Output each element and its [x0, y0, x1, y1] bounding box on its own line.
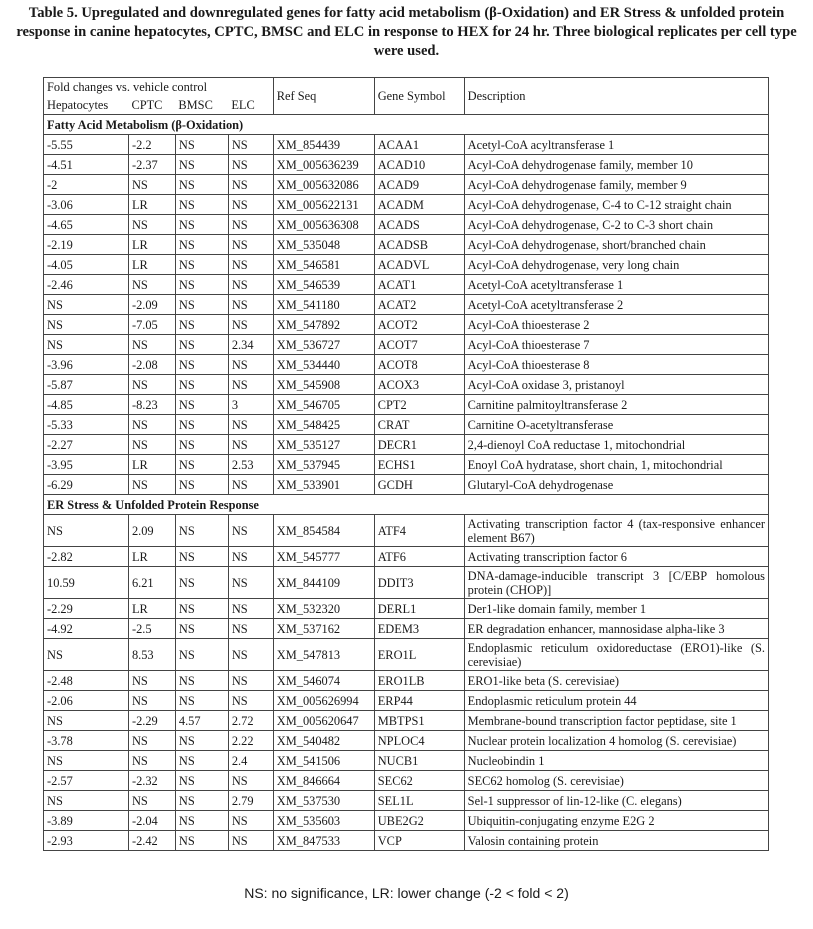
elc-header: ELC — [228, 96, 273, 115]
cptc-value: NS — [128, 375, 175, 395]
bmsc-value: NS — [175, 375, 228, 395]
refseq-value: XM_532320 — [273, 599, 374, 619]
hepatocytes-value: -2.57 — [44, 771, 129, 791]
refseq-value: XM_540482 — [273, 731, 374, 751]
cptc-value: -2.42 — [128, 831, 175, 851]
cptc-value: 6.21 — [128, 567, 175, 599]
gene-symbol: ERO1L — [374, 639, 464, 671]
cptc-value: -2.08 — [128, 355, 175, 375]
elc-value: 2.53 — [228, 455, 273, 475]
cptc-value: NS — [128, 435, 175, 455]
table-row — [44, 619, 769, 639]
table-row — [44, 155, 769, 175]
section-title: Fatty Acid Metabolism (β-Oxidation) — [44, 115, 769, 135]
table-row — [44, 831, 769, 851]
gene-description: Endoplasmic reticulum protein 44 — [464, 691, 768, 711]
cptc-value: NS — [128, 751, 175, 771]
elc-value: NS — [228, 619, 273, 639]
bmsc-value: 4.57 — [175, 711, 228, 731]
hepatocytes-value: NS — [44, 515, 129, 547]
refseq-value: XM_854584 — [273, 515, 374, 547]
table-row — [44, 395, 769, 415]
gene-symbol: CPT2 — [374, 395, 464, 415]
table-row — [44, 475, 769, 495]
gene-description: Activating transcription factor 4 (tax-responsive enhancer element B67) — [464, 515, 768, 547]
bmsc-value: NS — [175, 771, 228, 791]
refseq-value: XM_545777 — [273, 547, 374, 567]
gene-description: Carnitine O-acetyltransferase — [464, 415, 768, 435]
elc-value: NS — [228, 215, 273, 235]
gene-description: ER degradation enhancer, mannosidase alpha-like 3 — [464, 619, 768, 639]
cptc-value: LR — [128, 547, 175, 567]
gene-description: Sel-1 suppressor of lin-12-like (C. elegans) — [464, 791, 768, 811]
cptc-value: -2.32 — [128, 771, 175, 791]
refseq-value: XM_854439 — [273, 135, 374, 155]
bmsc-value: NS — [175, 691, 228, 711]
cptc-header: CPTC — [128, 96, 175, 115]
refseq-value: XM_847533 — [273, 831, 374, 851]
gene-symbol: GCDH — [374, 475, 464, 495]
elc-value: NS — [228, 811, 273, 831]
cptc-value: LR — [128, 235, 175, 255]
gene-description: Nucleobindin 1 — [464, 751, 768, 771]
cptc-value: -2.37 — [128, 155, 175, 175]
cptc-value: NS — [128, 691, 175, 711]
elc-value: NS — [228, 567, 273, 599]
gene-description: Acyl-CoA dehydrogenase, C-2 to C-3 short chain — [464, 215, 768, 235]
gene-description: Carnitine palmitoyltransferase 2 — [464, 395, 768, 415]
table-row — [44, 731, 769, 751]
hepatocytes-value: -3.95 — [44, 455, 129, 475]
table-row — [44, 639, 769, 671]
bmsc-value: NS — [175, 255, 228, 275]
bmsc-value: NS — [175, 811, 228, 831]
hepatocytes-value: -2.27 — [44, 435, 129, 455]
gene-table — [43, 77, 769, 851]
refseq-value: XM_844109 — [273, 567, 374, 599]
bmsc-value: NS — [175, 295, 228, 315]
elc-value: NS — [228, 175, 273, 195]
gene-symbol: ACOT2 — [374, 315, 464, 335]
bmsc-value: NS — [175, 135, 228, 155]
gene-description: Acyl-CoA thioesterase 7 — [464, 335, 768, 355]
gene-symbol: MBTPS1 — [374, 711, 464, 731]
table-row — [44, 771, 769, 791]
bmsc-value: NS — [175, 515, 228, 547]
elc-value: NS — [228, 639, 273, 671]
table-row — [44, 315, 769, 335]
table-row — [44, 175, 769, 195]
bmsc-value: NS — [175, 175, 228, 195]
bmsc-value: NS — [175, 619, 228, 639]
cptc-value: 8.53 — [128, 639, 175, 671]
section-header-row — [44, 495, 769, 515]
table-row — [44, 415, 769, 435]
bmsc-value: NS — [175, 315, 228, 335]
hepatocytes-header: Hepatocytes — [44, 96, 129, 115]
hepatocytes-value: -5.87 — [44, 375, 129, 395]
bmsc-value: NS — [175, 335, 228, 355]
elc-value: NS — [228, 415, 273, 435]
bmsc-value: NS — [175, 415, 228, 435]
refseq-value: XM_846664 — [273, 771, 374, 791]
elc-value: NS — [228, 195, 273, 215]
description-header: Description — [464, 78, 768, 115]
table-row — [44, 195, 769, 215]
elc-value: NS — [228, 435, 273, 455]
gene-description: Acyl-CoA dehydrogenase, very long chain — [464, 255, 768, 275]
refseq-value: XM_005626994 — [273, 691, 374, 711]
table-row — [44, 547, 769, 567]
bmsc-value: NS — [175, 791, 228, 811]
refseq-value: XM_005622131 — [273, 195, 374, 215]
refseq-value: XM_548425 — [273, 415, 374, 435]
hepatocytes-value: -4.51 — [44, 155, 129, 175]
elc-value: NS — [228, 831, 273, 851]
cptc-value: -2.29 — [128, 711, 175, 731]
gene-description: Nuclear protein localization 4 homolog (S. cerevisiae) — [464, 731, 768, 751]
gene-symbol: ACOT8 — [374, 355, 464, 375]
elc-value: NS — [228, 671, 273, 691]
gene-description: Glutaryl-CoA dehydrogenase — [464, 475, 768, 495]
gene-symbol: ACAT1 — [374, 275, 464, 295]
gene-symbol: ACAD10 — [374, 155, 464, 175]
bmsc-value: NS — [175, 599, 228, 619]
refseq-value: XM_545908 — [273, 375, 374, 395]
hepatocytes-value: 10.59 — [44, 567, 129, 599]
refseq-value: XM_546705 — [273, 395, 374, 415]
gene-symbol: ATF4 — [374, 515, 464, 547]
elc-value: NS — [228, 155, 273, 175]
elc-value: NS — [228, 547, 273, 567]
elc-value: NS — [228, 295, 273, 315]
elc-value: NS — [228, 255, 273, 275]
elc-value: NS — [228, 475, 273, 495]
gene-symbol: UBE2G2 — [374, 811, 464, 831]
elc-value: 2.4 — [228, 751, 273, 771]
gene-description: Valosin containing protein — [464, 831, 768, 851]
gene-description: 2,4-dienoyl CoA reductase 1, mitochondrial — [464, 435, 768, 455]
refseq-value: XM_547892 — [273, 315, 374, 335]
gene-description: DNA-damage-inducible transcript 3 [C/EBP homolous protein (CHOP)] — [464, 567, 768, 599]
hepatocytes-value: NS — [44, 711, 129, 731]
gene-symbol: NPLOC4 — [374, 731, 464, 751]
bmsc-value: NS — [175, 475, 228, 495]
hepatocytes-value: NS — [44, 791, 129, 811]
cptc-value: -7.05 — [128, 315, 175, 335]
table-row — [44, 567, 769, 599]
table-row — [44, 335, 769, 355]
gene-symbol: ACOX3 — [374, 375, 464, 395]
gene-symbol: ACOT7 — [374, 335, 464, 355]
elc-value: 2.22 — [228, 731, 273, 751]
bmsc-value: NS — [175, 355, 228, 375]
table-row — [44, 215, 769, 235]
hepatocytes-value: -4.05 — [44, 255, 129, 275]
gene-symbol: ACAT2 — [374, 295, 464, 315]
gene-description: Ubiquitin-conjugating enzyme E2G 2 — [464, 811, 768, 831]
cptc-value: NS — [128, 175, 175, 195]
bmsc-value: NS — [175, 455, 228, 475]
refseq-value: XM_535048 — [273, 235, 374, 255]
gene-symbol: SEC62 — [374, 771, 464, 791]
section-title: ER Stress & Unfolded Protein Response — [44, 495, 769, 515]
gene-symbol: SEL1L — [374, 791, 464, 811]
table-row — [44, 295, 769, 315]
gene-symbol: ACAA1 — [374, 135, 464, 155]
bmsc-value: NS — [175, 195, 228, 215]
cptc-value: NS — [128, 415, 175, 435]
gene-description: Acyl-CoA dehydrogenase family, member 10 — [464, 155, 768, 175]
gene-symbol: DECR1 — [374, 435, 464, 455]
hepatocytes-value: -5.55 — [44, 135, 129, 155]
elc-value: 2.72 — [228, 711, 273, 731]
table-row — [44, 791, 769, 811]
hepatocytes-value: -3.89 — [44, 811, 129, 831]
hepatocytes-value: NS — [44, 315, 129, 335]
bmsc-value: NS — [175, 831, 228, 851]
hepatocytes-value: -5.33 — [44, 415, 129, 435]
refseq-value: XM_005636308 — [273, 215, 374, 235]
elc-value: NS — [228, 235, 273, 255]
cptc-value: -2.5 — [128, 619, 175, 639]
bmsc-value: NS — [175, 567, 228, 599]
refseq-header: Ref Seq — [273, 78, 374, 115]
table-row — [44, 691, 769, 711]
section-header-row — [44, 115, 769, 135]
table-row — [44, 671, 769, 691]
gene-symbol: CRAT — [374, 415, 464, 435]
bmsc-value: NS — [175, 215, 228, 235]
gene-symbol: VCP — [374, 831, 464, 851]
cptc-value: LR — [128, 255, 175, 275]
gene-description: Activating transcription factor 6 — [464, 547, 768, 567]
hepatocytes-value: -3.96 — [44, 355, 129, 375]
gene-symbol-header: Gene Symbol — [374, 78, 464, 115]
cptc-value: NS — [128, 731, 175, 751]
gene-symbol: ECHS1 — [374, 455, 464, 475]
elc-value: 3 — [228, 395, 273, 415]
cptc-value: -2.2 — [128, 135, 175, 155]
bmsc-value: NS — [175, 275, 228, 295]
gene-description: Enoyl CoA hydratase, short chain, 1, mitochondrial — [464, 455, 768, 475]
hepatocytes-value: NS — [44, 751, 129, 771]
table-row — [44, 711, 769, 731]
gene-symbol: DDIT3 — [374, 567, 464, 599]
elc-value: NS — [228, 375, 273, 395]
gene-description: Acyl-CoA oxidase 3, pristanoyl — [464, 375, 768, 395]
hepatocytes-value: -6.29 — [44, 475, 129, 495]
gene-description: Membrane-bound transcription factor peptidase, site 1 — [464, 711, 768, 731]
table-caption: Table 5. Upregulated and downregulated genes for fatty acid metabolism (β-Oxidation) and ER Stress & unfolded protein response in canine hepatocytes, CPTC, BMSC and ELC in response to HEX for 24 hr. Three biological replicates per cell type were used. — [16, 5, 797, 59]
refseq-value: XM_537945 — [273, 455, 374, 475]
refseq-value: XM_536727 — [273, 335, 374, 355]
cptc-value: NS — [128, 475, 175, 495]
gene-description: Acyl-CoA dehydrogenase, short/branched chain — [464, 235, 768, 255]
gene-symbol: ACADVL — [374, 255, 464, 275]
elc-value: 2.79 — [228, 791, 273, 811]
bmsc-value: NS — [175, 751, 228, 771]
elc-value: NS — [228, 275, 273, 295]
cptc-value: LR — [128, 455, 175, 475]
refseq-value: XM_535603 — [273, 811, 374, 831]
gene-description: Acyl-CoA thioesterase 2 — [464, 315, 768, 335]
gene-description: Acetyl-CoA acyltransferase 1 — [464, 135, 768, 155]
bmsc-value: NS — [175, 395, 228, 415]
cptc-value: NS — [128, 791, 175, 811]
cptc-value: -8.23 — [128, 395, 175, 415]
gene-symbol: ERO1LB — [374, 671, 464, 691]
cptc-value: NS — [128, 275, 175, 295]
gene-symbol: DERL1 — [374, 599, 464, 619]
gene-description: ERO1-like beta (S. cerevisiae) — [464, 671, 768, 691]
hepatocytes-value: -2.48 — [44, 671, 129, 691]
refseq-value: XM_541180 — [273, 295, 374, 315]
cptc-value: LR — [128, 195, 175, 215]
bmsc-value: NS — [175, 235, 228, 255]
elc-value: NS — [228, 135, 273, 155]
hepatocytes-value: -2.82 — [44, 547, 129, 567]
cptc-value: 2.09 — [128, 515, 175, 547]
cptc-value: NS — [128, 671, 175, 691]
fold-change-group-header: Fold changes vs. vehicle control — [44, 78, 274, 97]
elc-value: NS — [228, 771, 273, 791]
gene-symbol: EDEM3 — [374, 619, 464, 639]
table-row — [44, 811, 769, 831]
hepatocytes-value: NS — [44, 639, 129, 671]
refseq-value: XM_005620647 — [273, 711, 374, 731]
hepatocytes-value: -2 — [44, 175, 129, 195]
gene-description: Endoplasmic reticulum oxidoreductase (ERO1)-like (S. cerevisiae) — [464, 639, 768, 671]
refseq-value: XM_546581 — [273, 255, 374, 275]
gene-symbol: ACADS — [374, 215, 464, 235]
hepatocytes-value: -2.29 — [44, 599, 129, 619]
elc-value: NS — [228, 355, 273, 375]
table-row — [44, 275, 769, 295]
elc-value: NS — [228, 599, 273, 619]
hepatocytes-value: -2.06 — [44, 691, 129, 711]
table-row — [44, 235, 769, 255]
hepatocytes-value: -3.06 — [44, 195, 129, 215]
footnote: NS: no significance, LR: lower change (-2 < fold < 2) — [244, 885, 569, 901]
gene-description: Der1-like domain family, member 1 — [464, 599, 768, 619]
bmsc-value: NS — [175, 731, 228, 751]
refseq-value: XM_005636239 — [273, 155, 374, 175]
cptc-value: NS — [128, 215, 175, 235]
gene-symbol: ACADM — [374, 195, 464, 215]
gene-description: Acyl-CoA dehydrogenase family, member 9 — [464, 175, 768, 195]
cptc-value: -2.09 — [128, 295, 175, 315]
table-row — [44, 435, 769, 455]
refseq-value: XM_541506 — [273, 751, 374, 771]
table-row — [44, 599, 769, 619]
gene-symbol: ATF6 — [374, 547, 464, 567]
elc-value: NS — [228, 315, 273, 335]
bmsc-value: NS — [175, 435, 228, 455]
table-row — [44, 751, 769, 771]
refseq-value: XM_535127 — [273, 435, 374, 455]
bmsc-value: NS — [175, 671, 228, 691]
elc-value: NS — [228, 515, 273, 547]
table-row — [44, 455, 769, 475]
hepatocytes-value: NS — [44, 335, 129, 355]
refseq-value: XM_533901 — [273, 475, 374, 495]
refseq-value: XM_537530 — [273, 791, 374, 811]
hepatocytes-value: -2.19 — [44, 235, 129, 255]
elc-value: 2.34 — [228, 335, 273, 355]
cptc-value: -2.04 — [128, 811, 175, 831]
cptc-value: LR — [128, 599, 175, 619]
hepatocytes-value: -4.85 — [44, 395, 129, 415]
gene-description: Acyl-CoA dehydrogenase, C-4 to C-12 straight chain — [464, 195, 768, 215]
table-row — [44, 355, 769, 375]
table-row — [44, 515, 769, 547]
refseq-value: XM_534440 — [273, 355, 374, 375]
table-row — [44, 255, 769, 275]
hepatocytes-value: NS — [44, 295, 129, 315]
refseq-value: XM_547813 — [273, 639, 374, 671]
gene-symbol: ACAD9 — [374, 175, 464, 195]
refseq-value: XM_546074 — [273, 671, 374, 691]
gene-description: Acetyl-CoA acetyltransferase 2 — [464, 295, 768, 315]
hepatocytes-value: -2.46 — [44, 275, 129, 295]
gene-symbol: ERP44 — [374, 691, 464, 711]
table-row — [44, 135, 769, 155]
gene-description: SEC62 homolog (S. cerevisiae) — [464, 771, 768, 791]
hepatocytes-value: -2.93 — [44, 831, 129, 851]
refseq-value: XM_005632086 — [273, 175, 374, 195]
gene-description: Acyl-CoA thioesterase 8 — [464, 355, 768, 375]
bmsc-value: NS — [175, 639, 228, 671]
bmsc-value: NS — [175, 547, 228, 567]
refseq-value: XM_537162 — [273, 619, 374, 639]
hepatocytes-value: -4.65 — [44, 215, 129, 235]
bmsc-header: BMSC — [175, 96, 228, 115]
hepatocytes-value: -3.78 — [44, 731, 129, 751]
bmsc-value: NS — [175, 155, 228, 175]
hepatocytes-value: -4.92 — [44, 619, 129, 639]
table-row — [44, 375, 769, 395]
elc-value: NS — [228, 691, 273, 711]
cptc-value: NS — [128, 335, 175, 355]
refseq-value: XM_546539 — [273, 275, 374, 295]
gene-symbol: ACADSB — [374, 235, 464, 255]
gene-symbol: NUCB1 — [374, 751, 464, 771]
gene-description: Acetyl-CoA acetyltransferase 1 — [464, 275, 768, 295]
